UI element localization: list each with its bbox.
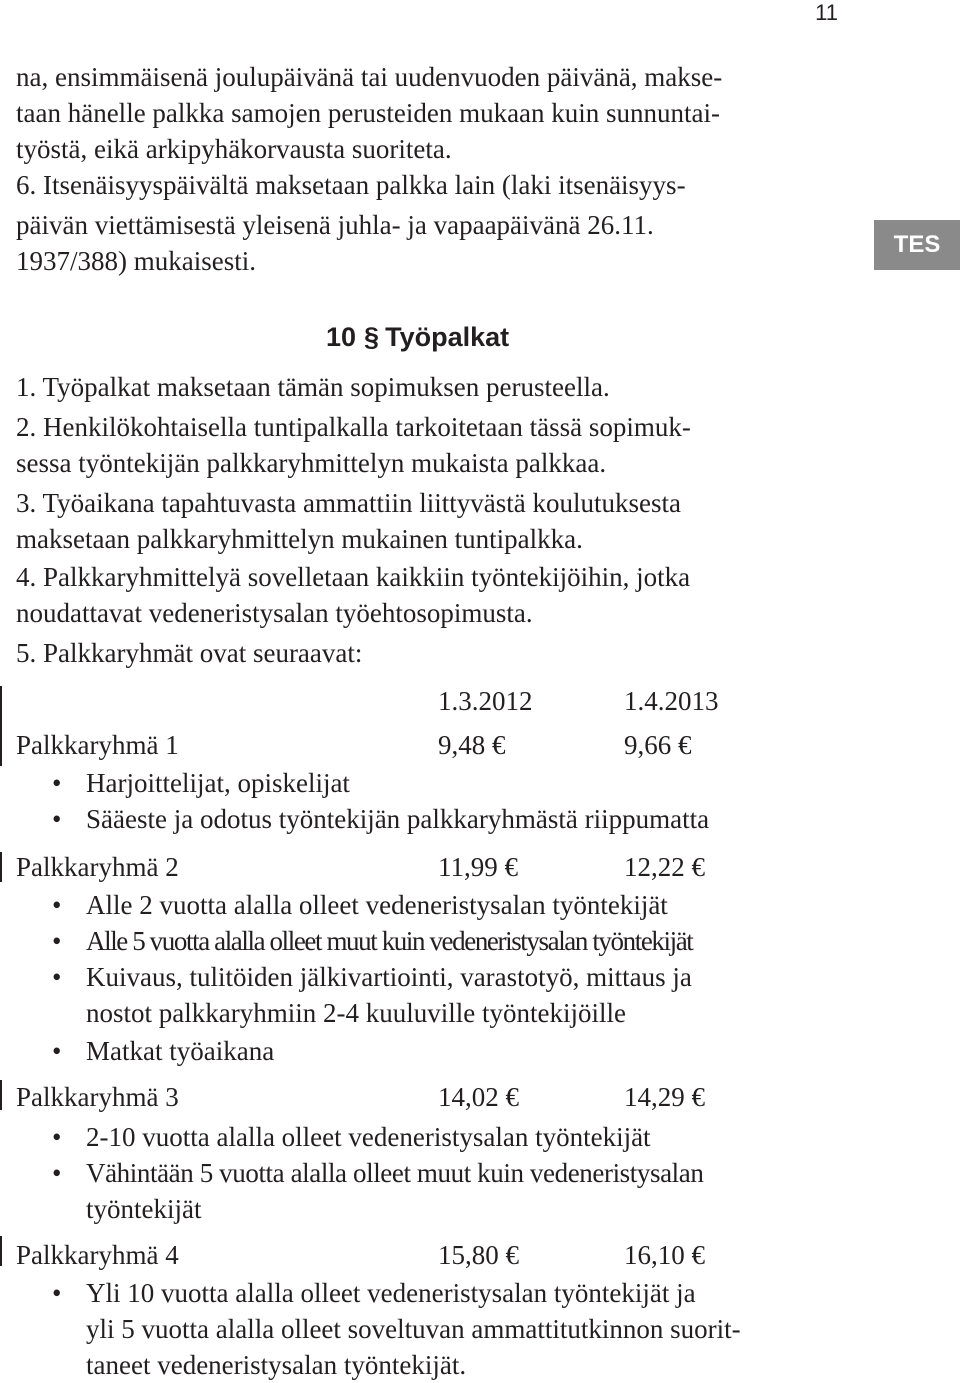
paragraph-line: 3. Työaikana tapahtuvasta ammattiin liittyvästä koulutuksesta [16, 488, 681, 518]
wage-group-name: Palkkaryhmä 1 [16, 730, 179, 760]
wage-value-2013: 14,29 € [624, 1082, 705, 1112]
bullet-icon: • [52, 1158, 62, 1188]
intro-line: taan hänelle palkka samojen perusteiden mukaan kuin sunnuntai- [16, 98, 721, 128]
bullet-icon: • [52, 962, 62, 992]
bullet-icon: • [52, 768, 62, 798]
page-number: 11 [815, 0, 838, 25]
bullet-text: Harjoittelijat, opiskelijat [86, 768, 350, 798]
bullet-icon: • [52, 926, 62, 956]
section-sign: § [364, 322, 380, 352]
column-header-2013: 1.4.2013 [624, 686, 719, 716]
wage-value-2012: 14,02 € [438, 1082, 519, 1112]
bullet-text: taneet vedeneristysalan työntekijät. [86, 1350, 467, 1380]
wage-value-2013: 16,10 € [624, 1240, 705, 1270]
bullet-text: Yli 10 vuotta alalla olleet vedeneristysalan työntekijät ja [86, 1278, 696, 1308]
bullet-text: nostot palkkaryhmiin 2-4 kuuluville työntekijöille [86, 998, 626, 1028]
bullet-text: Sääeste ja odotus työntekijän palkkaryhmästä riippumatta [86, 804, 710, 834]
intro-line: 1937/388) mukaisesti. [16, 246, 256, 276]
bullet-icon: • [52, 1122, 62, 1152]
bullet-icon: • [52, 1278, 62, 1308]
wage-group-name: Palkkaryhmä 3 [16, 1082, 179, 1112]
wage-value-2012: 9,48 € [438, 730, 506, 760]
section-number: 10 [326, 322, 357, 352]
intro-line: 6. Itsenäisyyspäivältä maksetaan palkka lain (laki itsenäisyys- [16, 170, 686, 200]
wage-value-2012: 11,99 € [438, 852, 518, 882]
wage-group-name: Palkkaryhmä 4 [16, 1240, 179, 1270]
bullet-text: Kuivaus, tulitöiden jälkivartiointi, varastotyö, mittaus ja [86, 962, 692, 992]
wage-group-name: Palkkaryhmä 2 [16, 852, 179, 882]
intro-line: työstä, eikä arkipyhäkorvausta suoriteta. [16, 134, 452, 164]
paragraph-line: 5. Palkkaryhmät ovat seuraavat: [16, 638, 363, 668]
bullet-text: Alle 2 vuotta alalla olleet vedeneristysalan työntekijät [86, 890, 668, 920]
bullet-text: työntekijät [86, 1194, 202, 1224]
bullet-text: yli 5 vuotta alalla olleet soveltuvan ammattitutkinnon suorit- [86, 1314, 741, 1344]
bullet-text: 2-10 vuotta alalla olleet vedeneristysalan työntekijät [86, 1122, 651, 1152]
bullet-icon: • [52, 890, 62, 920]
paragraph-line: 1. Työpalkat maksetaan tämän sopimuksen perusteella. [16, 372, 610, 402]
bullet-text: Vähintään 5 vuotta alalla olleet muut kuin vedeneristysalan [86, 1158, 704, 1188]
bullet-icon: • [52, 1036, 62, 1066]
side-tab-tes: TES [874, 220, 960, 270]
paragraph-line: 4. Palkkaryhmittelyä sovelletaan kaikkiin työntekijöihin, jotka [16, 562, 691, 592]
change-bar [0, 686, 2, 766]
intro-line: na, ensimmäisenä joulupäivänä tai uudenvuoden päivänä, makse- [16, 62, 723, 92]
bullet-text: Alle 5 vuotta alalla olleet muut kuin vedeneristysalan työntekijät [86, 926, 693, 956]
wage-value-2012: 15,80 € [438, 1240, 519, 1270]
intro-line: päivän viettämisestä yleisenä juhla- ja vapaapäivänä 26.11. [16, 210, 654, 240]
column-header-2012: 1.3.2012 [438, 686, 533, 716]
bullet-text: Matkat työaikana [86, 1036, 275, 1066]
section-title: Työpalkat [385, 322, 510, 352]
paragraph-line: maksetaan palkkaryhmittelyn mukainen tuntipalkka. [16, 524, 583, 554]
wage-value-2013: 12,22 € [624, 852, 705, 882]
change-bar [0, 1080, 2, 1110]
section-heading [326, 322, 509, 353]
wage-value-2013: 9,66 € [624, 730, 692, 760]
bullet-icon: • [52, 804, 62, 834]
change-bar [0, 1236, 2, 1266]
paragraph-line: sessa työntekijän palkkaryhmittelyn mukaista palkkaa. [16, 448, 607, 478]
paragraph-line: noudattavat vedeneristysalan työehtosopimusta. [16, 598, 533, 628]
change-bar [0, 852, 2, 882]
paragraph-line: 2. Henkilökohtaisella tuntipalkalla tarkoitetaan tässä sopimuk- [16, 412, 691, 442]
